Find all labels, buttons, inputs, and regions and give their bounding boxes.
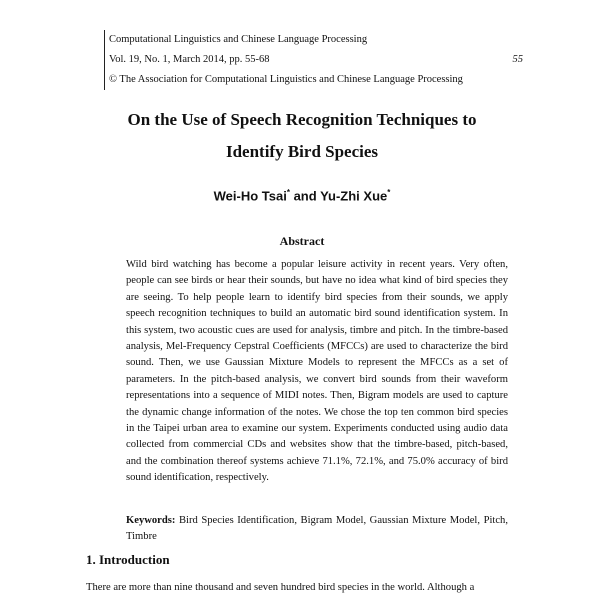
author-name: Yu-Zhi Xue [320, 188, 388, 204]
introduction-body: There are more than nine thousand and seven hundred bird species in the world. Although a [86, 582, 475, 593]
author-name: Wei-Ho Tsai [213, 188, 287, 204]
author-separator: and [289, 188, 321, 204]
keywords-paragraph [126, 513, 508, 546]
keywords-list: Bird Species Identification, Bigram Model, Gaussian Mixture Model, Pitch, Timbre [126, 515, 508, 543]
affiliation-mark: * [387, 188, 391, 197]
page-number: 55 [512, 54, 523, 65]
journal-header [104, 30, 523, 90]
section-heading-introduction: 1. Introduction [86, 552, 170, 567]
affiliation-mark: * [286, 188, 290, 197]
journal-volume-row [109, 50, 523, 70]
paper-title-line-1: On the Use of Speech Recognition Techniques to [127, 110, 477, 129]
journal-volume-info: Vol. 19, No. 1, March 2014, pp. 55-68 [109, 54, 270, 65]
abstract-heading: Abstract [279, 234, 325, 248]
abstract-body: Wild bird watching has become a popular leisure activity in recent years. Very often, people can see birds or hear their sounds, but have no idea what kind of bird species they are seeing. To help people learn to identify bird species from their sounds, we apply speech recognition techniques to build an automatic bird sound identification system. In this system, two acoustic cues are used for analysis, timbre and pitch. In the timbre-based analysis, Mel-Frequency Cepstral Coefficients (MFCCs) are used to characterize the bird sound. Then, we use Gaussian Mixture Models to represent the MFCCs as a set of parameters. In the pitch-based analysis, we convert bird sounds from their waveform representations into a sequence of MIDI notes. Then, Bigram models are used to capture the dynamic change information of the notes. We chose the top ten common bird species in the Taipei urban area to examine our system. Experiments conducted using audio data collected from commercial CDs and websites show that the timbre-based, pitch-based, and the combination thereof systems achieve 71.1%, 72.1%, and 75.0% accuracy of bird sound identification, respectively. [126, 259, 508, 484]
copyright-line: © The Association for Computational Linguistics and Chinese Language Processing [109, 74, 463, 85]
author-line [60, 188, 544, 203]
paper-title-line-2: Identify Bird Species [225, 142, 379, 161]
paper-title [60, 104, 544, 168]
keywords-label: Keywords: [126, 515, 176, 526]
journal-name: Computational Linguistics and Chinese Language Processing [109, 34, 368, 45]
